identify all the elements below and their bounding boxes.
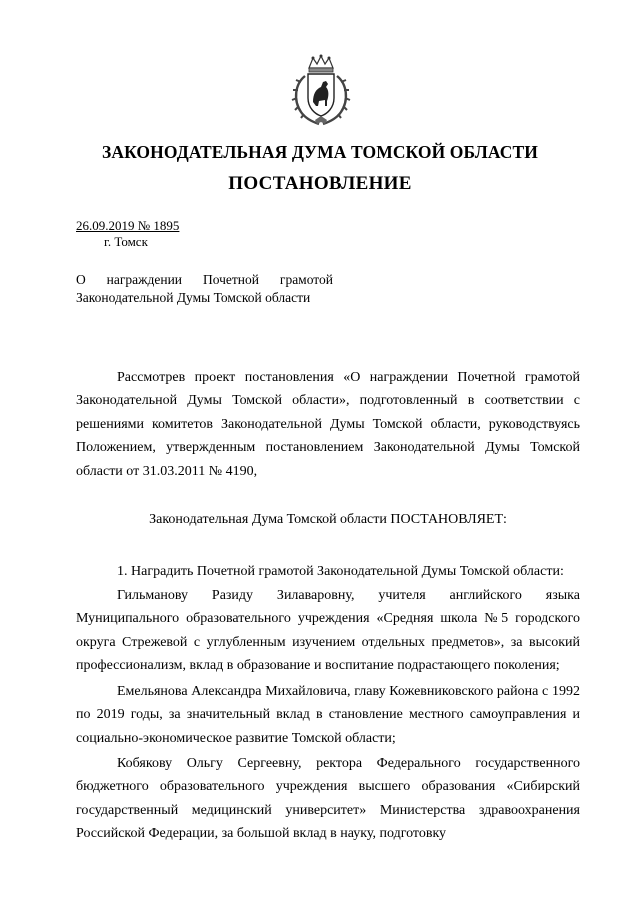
item-1-paragraph: 1. Наградить Почетной грамотой Законодательной Думы Томской области: (117, 564, 564, 579)
document-subject: О награждении Почетной грамотой Законодательной Думы Томской области (76, 272, 333, 305)
organization-title: ЗАКОНОДАТЕЛЬНАЯ ДУМА ТОМСКОЙ ОБЛАСТИ (102, 142, 538, 162)
awardee-paragraph: Емельянова Александра Михайловича, главу Кожевниковского района с 1992 по 2019 годы, за значительный вклад в становление местного самоуправления и социально-экономическое развитие Томской области; (76, 684, 580, 746)
awardee-paragraph: Кобякову Ольгу Сергеевну, ректора Федерального государственного бюджетного образовательного учреждения высшего образования «Сибирский государственный медицинский университет» Министерства здравоохранения Российской Федерации, за большой вклад в науку, подготовку (76, 756, 580, 842)
resolve-line: Законодательная Дума Томской области ПОСТАНОВЛЯЕТ: (149, 512, 507, 527)
preamble-paragraph: Рассмотрев проект постановления «О награждении Почетной грамотой Законодательной Думы Томской области», подготовленный в соответствии с решениями комитетов Законодательной Думы Томской области, руководствуясь Положением, утвержденным постановлением Законодательной Думы Томской области от 31.03.2011 № 4190, (76, 370, 580, 479)
awardee-paragraph: Гильманову Разиду Зилаваровну, учителя английского языка Муниципального образовательного учреждения «Средняя школа №5 городского округа Стрежевой с углубленным изучением отдельных предметов», за высокий профессионализм, вклад в образование и воспитание подрастающего поколения; (76, 588, 580, 674)
document-type-title: ПОСТАНОВЛЕНИЕ (228, 173, 412, 194)
document-date-number: 26.09.2019 № 1895 (76, 218, 180, 233)
coat-of-arms-icon (291, 54, 351, 126)
document-city: г. Томск (104, 234, 148, 249)
